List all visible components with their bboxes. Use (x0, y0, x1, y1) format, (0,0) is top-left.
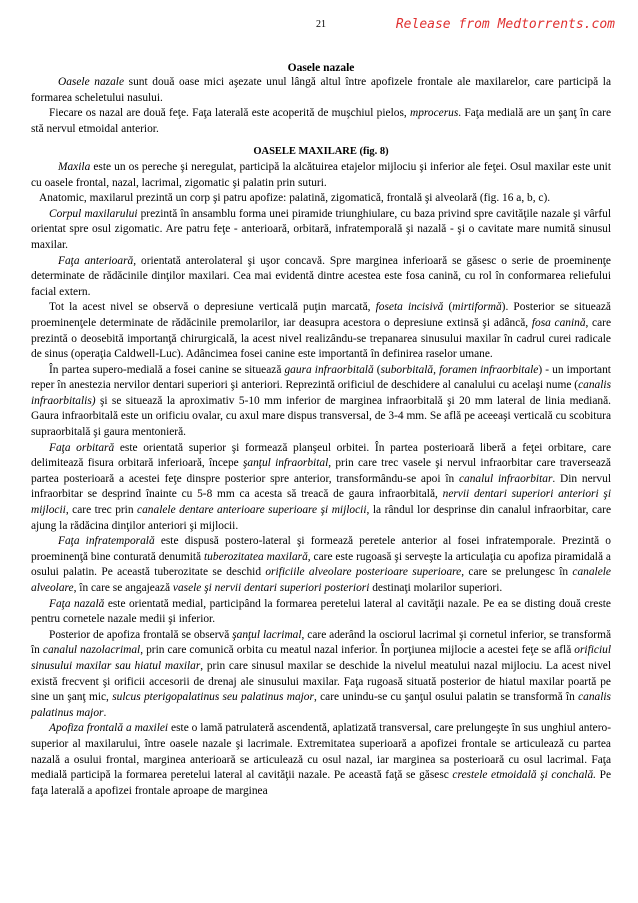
italic-term: Apofiza frontală a maxilei (49, 722, 169, 735)
italic-term: canalele alveolare (31, 566, 611, 594)
italic-term: canalul nazolacrimal (42, 644, 141, 657)
italic-term: vasele şi nervii dentari superiori posteriori (172, 582, 370, 594)
paragraph-text: destinaţi molarilor superiori. (369, 582, 503, 594)
italic-term: tuberozitatea maxilară (204, 550, 308, 563)
italic-term: fosa canină (531, 316, 586, 329)
italic-term: canalis infraorbitalis) (31, 379, 611, 407)
italic-term: foseta incisivă (375, 301, 444, 314)
paragraph-text: ). Posterior se situează proeminenţele determinate de rădăcinile premolarilor, iar deasupra acestora o depresiune extinsă şi adâncă, (31, 301, 611, 329)
paragraph-text: , prin care sinusul maxilar se deschide la nivelul meatului nazal mijlociu. La acest nivel există frecvent şi orificii accesorii de drenaj ale sinusului maxilar. Faţa rugoasă situată posterior de hiatul maxilar poartă pe sine un şanţ mic, (31, 659, 611, 704)
paragraph-text: ( (443, 301, 453, 314)
italic-term: sulcus pterigopalatinus seu palatinus major (112, 691, 314, 704)
italic-term: canalis palatinus major (31, 691, 611, 719)
italic-term: orificiile alveolare posterioare superioare (265, 566, 462, 579)
page-header (31, 17, 615, 37)
paragraph-7 (31, 300, 611, 362)
paragraph-13 (31, 721, 611, 799)
paragraph-12 (31, 628, 611, 722)
paragraph-4: Anatomic, maxilarul prezintă un corp şi patru apofize: palatină, zigomatică, frontală şi alveolară (fig. 16 a, b, c). (39, 192, 551, 205)
italic-term: Faţa anterioară (58, 254, 134, 267)
paragraph-8 (31, 363, 611, 441)
italic-term: crestele etmoidală şi conchală. (452, 769, 596, 782)
italic-term: suborbitală, foramen infraorbitale (380, 363, 539, 376)
section-heading-nasal-bones: Oasele nazale (287, 62, 355, 74)
italic-term: Faţa nazală (49, 597, 105, 610)
paragraph-text: ) - un important reper în anestezia nervilor dentari superiori şi anteriori. Reprezintă orificiul de deschidere al canalului cu acelaşi nume ( (31, 363, 611, 392)
paragraph-text: , care unindu-se cu şanţul osului palatin se transformă în (313, 691, 579, 704)
paragraph-6 (31, 254, 611, 301)
paragraph-text: Pe faţa laterală a apofizei frontale aproape de marginea (31, 769, 611, 797)
italic-term: Faţa orbitară (49, 441, 115, 454)
paragraph-text: Tot la acest nivel se observă o depresiune verticală puţin marcată, (49, 301, 376, 314)
paragraph-text: , în care se angajează (73, 582, 173, 594)
section-heading-maxillary-bones: OASELE MAXILARE (fig. 8) (253, 146, 389, 158)
paragraph-text: În partea supero-medială a fosei canine se situează (49, 363, 285, 376)
paragraph-text: . Din nervul infraorbitar se desprind înainte cu 5-8 mm ca acesta să treacă de gaura infraorbitală, (31, 472, 611, 501)
paragraph-5 (31, 207, 611, 254)
paragraph-text: . Faţa medială are un şanţ în care stă nervul etmoidal anterior. (31, 107, 611, 135)
italic-term: Faţa infratemporală (58, 535, 155, 548)
paragraph-text: şi se situează la aproximativ 5-10 mm inferior de marginea infraorbitală şi 20 mm lateral de linia mediană. Gaura infraorbitală este un orificiu ovalar, cu axul mare dispus transversal, de 3-4 mm. Se află pe aceeaşi verticală cu scobitura supraorbitală şi gaura mentonieră. (31, 394, 611, 439)
paragraph-text: Fiecare os nazal are două feţe. Faţa laterală este acoperită de muşchiul pielos, (49, 107, 410, 120)
paragraph-text: , care prezintă o deosebită importanţă chirurgicală, la acest nivel realizându-se trepanarea sinusului maxilar în cadrul curei radicale de sinus (operaţia Caldwell-Luc). Adâncimea fosei canine este importantă în definirea raselor umane. (31, 316, 611, 361)
italic-term: mprocerus (409, 107, 459, 120)
paragraph-1 (31, 75, 611, 106)
paragraph-text: este un os pereche şi neregulat, participă la alcătuirea etajelor mijlociu şi inferior ale feţei. Osul maxilar este unit cu oasele frontal, nazal, lacrimal, zigomatic şi palatin prin suturi. (31, 160, 611, 189)
italic-term: Oasele nazale (58, 76, 125, 88)
paragraph-text: sunt două oase mici aşezate unul lângă altul între apofizele frontale ale maxilarelor, care participă la formarea scheletului nasului. (31, 76, 612, 104)
paragraph-text: este orientată medial, participând la formarea peretelui lateral al cavităţii nazale. Pe ea se disting două creste pentru cornetele nazale medii şi inferior. (31, 597, 611, 626)
body-text (31, 75, 611, 799)
paragraph-text: este orientată superior şi formează planşeul orbitei. În partea posterioară liberă a feţei orbitare, care delimitează fisura orbitară inferioară, începe (31, 441, 612, 470)
paragraph-text: , care trec prin (65, 504, 138, 517)
paragraph-11 (31, 597, 611, 628)
italic-term: gaura infraorbitală (284, 363, 374, 376)
paragraph-text: este o lamă patrulateră ascendentă, aplatizată transversal, care prelungeşte în sus unghiul antero-superior al maxilarului, între oasele nazale şi lacrimale. Extremitatea superioară a apofizei frontale se articulează cu partea nazală a osului frontal, marginea anterioară se articulează cu osul nazal, iar marginea sa posterioară cu osul lacrimal. Faţa medială participă la formarea peretelui lateral al cavităţii nazale. Pe această faţă se găsesc (31, 722, 612, 782)
italic-term: mirtiformă (452, 301, 502, 314)
paragraph-text: , la rândul lor desprinse din canalul infraorbitar, care ajung la rădăcina dinţilor anteriori şi mijlocii. (31, 504, 611, 532)
paragraph-9 (31, 441, 611, 535)
italic-term: orificiul sinusului maxilar sau hiatul maxilar (31, 644, 611, 672)
paragraph-text: prezintă în ansamblu forma unei piramide triunghiulare, cu baza privind spre cavităţile nazale şi vârful orientat spre osul zigomatic. Are patru feţe - anterioară, orbitară, infratemporală şi nazală - şi o cavitate mare numită sinusul maxilar. (31, 207, 611, 251)
paragraph-text: Posterior de apofiza frontală se observă (49, 628, 233, 641)
italic-term: canalul infraorbitar (458, 472, 553, 485)
paragraph-text: , prin care trec vasele şi nervul infraorbitar care traversează partea posterioară a acestei feţe dinspre posterior spre anterior, transformându-se apoi în (31, 457, 611, 485)
italic-term: şanţul lacrimal (232, 628, 302, 641)
italic-term: şanţul infraorbital (242, 457, 329, 470)
italic-term: canalele dentare anterioare superioare şi mijlocii (137, 504, 367, 517)
paragraph-text: , care aderând la osciorul lacrimal şi cornetul inferior, se transformă în (31, 628, 612, 657)
paragraph-text: , care este rugoasă şi serveşte la articulaţia cu apofiza piramidală a osului palatin. Pe această tuberozitate se deschid (31, 550, 611, 579)
watermark: Release from Medtorrents.com (395, 17, 615, 32)
paragraph-10 (31, 534, 611, 596)
page-number: 21 (316, 19, 326, 30)
paragraph-3 (31, 160, 611, 191)
paragraph-2 (31, 106, 611, 137)
paragraph-text: este dispusă postero-lateral şi formează peretele anterior al fosei infratemporale. Prezintă o proeminenţă bine conturată denumită (31, 535, 611, 563)
paragraph-text: , care se prelungesc în (461, 566, 573, 579)
paragraph-text: , prin care comunică orbita cu meatul nazal inferior. În porţiunea mijlocie a acestei feţe se află (140, 644, 575, 657)
paragraph-text: , orientată anterolateral şi uşor concavă. Spre marginea inferioară se găsesc o serie de proeminenţe determinate de rădăcinile dinţilor maxilari. Cea mai evidentă dintre acestea este fosa canină, cu rol în conformarea reliefului facial extern. (31, 254, 611, 298)
paragraph-text: ( (373, 363, 381, 376)
italic-term: nervii dentari superiori anteriori şi mijlocii (31, 488, 611, 517)
paragraph-text: . (103, 706, 107, 719)
italic-term: Corpul maxilarului (49, 207, 138, 220)
document-page (31, 0, 615, 903)
italic-term: Maxila (58, 160, 91, 173)
